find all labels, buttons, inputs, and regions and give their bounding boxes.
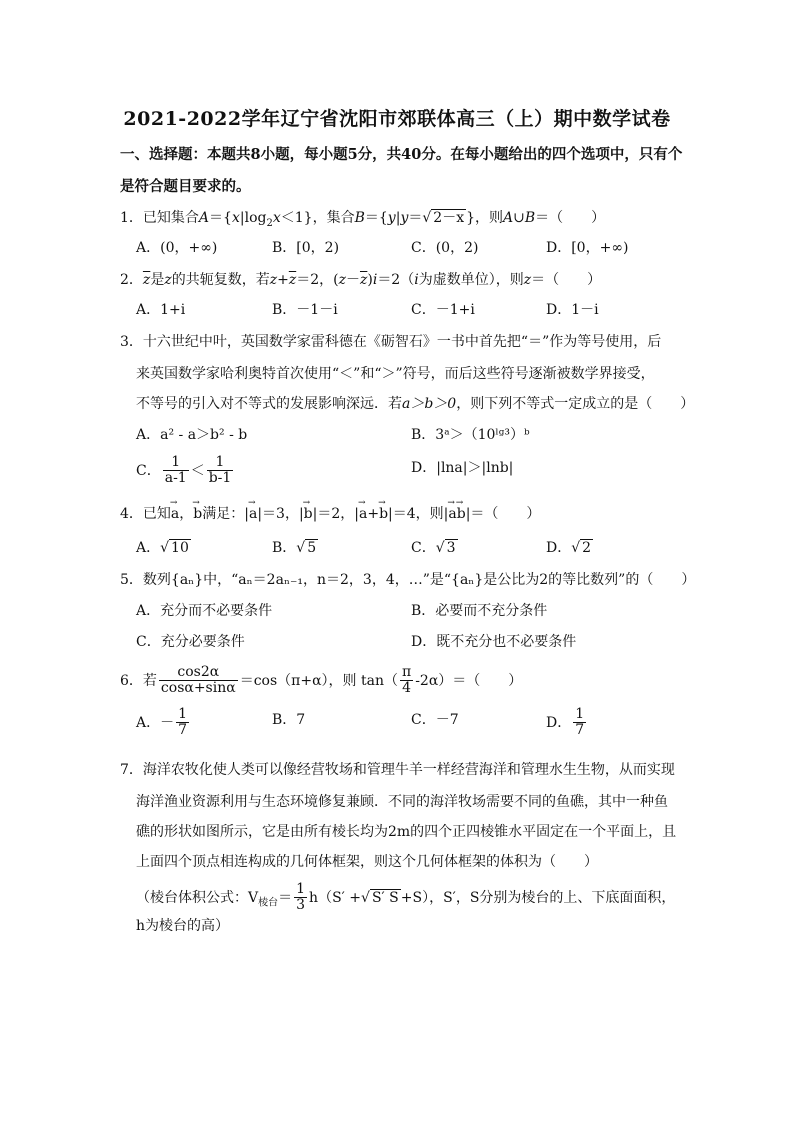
q2-t3: ＝2，( (296, 272, 339, 288)
q4-option-d (546, 538, 593, 558)
q2-option-c: C．－1+i (411, 302, 475, 318)
q7-formula-frac (294, 882, 307, 914)
q7-formula-sqrt: √ S′ S (361, 889, 399, 906)
q2-t2: 的共轭复数，若 (171, 272, 270, 288)
q4-option-a-radicand: 10 (171, 540, 189, 556)
q1-option-b: B．[0，2) (272, 240, 340, 256)
q5-option-d: D．既不充分也不必要条件 (411, 634, 577, 650)
q7-formula-radicand: S′ S (371, 889, 399, 906)
q4-vec-a2: → a (249, 504, 257, 524)
q4-option-b-label: B． (272, 540, 297, 556)
q6-prefix: 6．若 (120, 672, 157, 689)
q4-option-b (272, 538, 318, 558)
q7-line6: h为棱台的高） (136, 918, 230, 934)
q3-line3c: ，则下列不等式一定成立的是（ ） (456, 396, 695, 412)
q3-line2: 来英国数学家哈利奥特首次使用“＜”和“＞”符号，而后这些符号逐渐被数学界接受， (136, 366, 655, 382)
q7-line4: 上面四个顶点相连构成的几何体框架，则这个几何体框架的体积为（ ） (136, 854, 598, 870)
q4-mid3: |＝2，| (312, 506, 359, 522)
q1-union: A∪B (503, 210, 536, 226)
q4-option-d-radicand: 2 (582, 540, 592, 556)
q1-x2: x (272, 210, 281, 226)
q4-option-a-label: A． (136, 540, 161, 556)
q1-eq3: ＝ (408, 210, 423, 226)
section-heading-line2: 是符合题目要求的。 (120, 178, 251, 195)
q1-lt: ＜1}，集合 (280, 210, 355, 226)
q7-line1: 7．海洋农牧化使人类可以像经营牧场和管理牛羊一样经营海洋和管理水生生物，从而实现 (120, 762, 675, 778)
q2-t6: ＝2（ (377, 272, 415, 288)
q6-pi-frac (400, 665, 413, 697)
q6-frac-den: cosα+sinα (160, 680, 236, 697)
q2-e1: z+ (269, 272, 289, 288)
q3-lt: ＜ (190, 462, 205, 479)
q7-formula-c: h（S′ + (309, 889, 362, 906)
q3-option-a: A．a² - a＞b² - b (136, 427, 248, 443)
q4-option-c-radicand: 3 (446, 540, 456, 556)
q4-option-a-sqrt: √ 10 (160, 540, 189, 556)
q1-y2: y (400, 210, 409, 226)
q6-option-c: C．－7 (411, 712, 459, 728)
q7-formula-num: 1 (296, 881, 306, 897)
q6-option-d-num: 1 (575, 706, 585, 722)
q1-y: y (387, 210, 396, 226)
q3-option-b: B．3ᵃ＞（10ˡᵍ³）ᵇ (411, 427, 530, 443)
q3-line1: 3．十六世纪中叶，英国数学家雷科德在《砺智石》一书中首先把“＝”作为等号使用，后 (120, 334, 662, 350)
q4-prefix: 4．已知 (120, 506, 171, 522)
q5-option-a: A．充分而不必要条件 (136, 603, 273, 619)
exam-title: 2021-2022学年辽宁省沈阳市郊联体高三（上）期中数学试卷 (123, 108, 671, 130)
q7-formula-den: 3 (296, 897, 306, 914)
q6-frac-num: cos2α (159, 665, 238, 681)
q3-line3 (136, 394, 694, 414)
q1-eq2: ＝{ (364, 210, 388, 226)
q2-z3: z (523, 272, 532, 288)
q6-pi-den: 4 (402, 680, 412, 697)
q1-log: |log (239, 210, 267, 226)
q4-vec-a3: → a (359, 504, 367, 524)
q1-log-base: 2 (266, 217, 273, 229)
q1-bar: | (395, 210, 401, 226)
q2-e2b: $\overline{z}$ (359, 272, 368, 288)
q6-option-a-den: 7 (178, 722, 188, 739)
q6-option-d-den: 7 (575, 722, 585, 739)
q4-end: |＝（ ） (465, 506, 541, 522)
q3-line3a: 不等号的引入对不等式的发展影响深远．若 (136, 396, 402, 412)
q7-line2: 海洋渔业资源利用与生态环境修复兼顾．不同的海洋牧场需要不同的鱼礁，其中一种鱼 (136, 794, 668, 810)
q1-radicand: 2－x (433, 210, 465, 226)
q4-option-c-label: C． (411, 540, 436, 556)
q7-formula-b: ＝ (278, 889, 293, 906)
q2-num: 2． (120, 272, 143, 288)
section-heading-line1: 一、选择题：本题共8小题，每小题5分，共40分。在每小题给出的四个选项中，只有个 (120, 146, 683, 163)
q2-i: i (372, 272, 378, 288)
q3-option-c-label: C． (136, 462, 161, 479)
q4-option-c-sqrt: √ 3 (435, 540, 456, 556)
q2-t5: ) (367, 272, 373, 288)
q4-plus: + (367, 506, 380, 522)
q7-line3: 礁的形状如图所示，它是由所有棱长均为2m的四个正四棱锥水平固定在一个平面上，且 (136, 824, 677, 840)
question-1 (120, 208, 605, 234)
q3-frac1 (163, 455, 189, 487)
q3-frac2 (207, 455, 234, 487)
q6-option-d (546, 707, 588, 739)
q4-option-b-radicand: 5 (307, 540, 317, 556)
q7-formula-sub: 棱台 (258, 897, 279, 909)
question-6 (120, 665, 522, 697)
q4-vec-a: → a (171, 504, 179, 524)
q4-option-d-label: D． (546, 540, 572, 556)
q5-option-c: C．充分必要条件 (136, 634, 245, 650)
q1-eq1: ＝{ (209, 210, 232, 226)
q4-option-b-sqrt: √ 5 (296, 540, 317, 556)
q3-option-d: D．|lna|＞|lnb| (411, 460, 514, 476)
q3-frac1-num: 1 (163, 455, 189, 471)
q4-mid: 满足：| (202, 506, 249, 522)
q7-formula (136, 882, 675, 915)
q3-line3b: a＞b＞0 (402, 396, 457, 412)
q6-option-a-num: 1 (178, 706, 188, 722)
q2-i2: i (414, 272, 419, 288)
q6-frac (159, 665, 238, 697)
q6-option-b: B．7 (272, 712, 306, 728)
q2-option-d: D．1－i (546, 302, 599, 318)
q5-option-b: B．必要而不充分条件 (411, 603, 548, 619)
q2-e1b: $\overline{z}$ (288, 272, 297, 288)
q3-frac2-num: 1 (207, 455, 234, 471)
q1-option-d: D．[0，+∞) (546, 240, 629, 256)
q2-t4: － (345, 272, 360, 288)
q1-option-a: A．(0，+∞) (136, 240, 218, 256)
q3-option-c (136, 455, 235, 487)
q2-option-a: A．1+i (136, 302, 186, 318)
question-2 (120, 270, 601, 290)
q4-vec-b2: → b (304, 504, 313, 524)
q5-line1: 5．数列{aₙ}中，“aₙ＝2aₙ₋₁，n＝2，3，4，…”是“{aₙ}是公比为2的等比数列”的（ ） (120, 572, 696, 588)
q2-t8: ＝（ ） (531, 272, 602, 288)
q6-option-a (136, 707, 191, 739)
q6-pi-num: π (401, 664, 412, 680)
q7-formula-d: +S），S′，S分别为棱台的上、下底面面积， (400, 889, 676, 906)
q2-option-b: B．－1－i (272, 302, 338, 318)
q1-prefix: 1．已知集合 (120, 210, 199, 226)
q1-sqrt: √ 2－x (422, 210, 465, 226)
q6-option-d-frac (573, 707, 586, 739)
q6-mid: ＝cos（π+α），则 tan（ (239, 672, 398, 689)
q3-frac1-den: a-1 (164, 470, 187, 487)
q1-end: }，则 (466, 210, 504, 226)
q6-option-d-label: D． (546, 714, 572, 731)
q3-frac2-den: b-1 (208, 470, 232, 487)
q4-vec-ab2: → b (457, 504, 466, 524)
q4-vec-b3: → b (379, 504, 388, 524)
q1-set-a: A (198, 210, 210, 226)
q6-option-a-label: A．－ (136, 714, 175, 731)
q4-comma: ， (179, 506, 194, 522)
q6-tail: -2α）＝（ ） (415, 672, 523, 689)
q4-mid4: |＝4，则| (388, 506, 449, 522)
q7-formula-a: （棱台体积公式：V (136, 889, 259, 906)
q4-vec-b: → b (193, 504, 202, 524)
q2-t7: 为虚数单位），则 (418, 272, 524, 288)
q4-option-a (136, 538, 191, 558)
q4-vec-ab1: → a (448, 504, 456, 524)
q1-option-c: C．(0，2) (411, 240, 479, 256)
q6-option-a-frac (176, 707, 189, 739)
q2-e2: z (338, 272, 346, 288)
q4-option-d-sqrt: √ 2 (571, 540, 592, 556)
q4-mid2: |＝3，| (257, 506, 304, 522)
q2-t1: 是 (150, 272, 165, 288)
question-4 (120, 504, 540, 524)
q1-tail: ＝（ ） (535, 210, 606, 226)
q4-option-c (411, 538, 458, 558)
q1-x: x (231, 210, 240, 226)
q2-zbar: $\overline{z}$ (142, 272, 151, 288)
q1-set-b: B (354, 210, 365, 226)
q2-z: z (164, 272, 172, 288)
